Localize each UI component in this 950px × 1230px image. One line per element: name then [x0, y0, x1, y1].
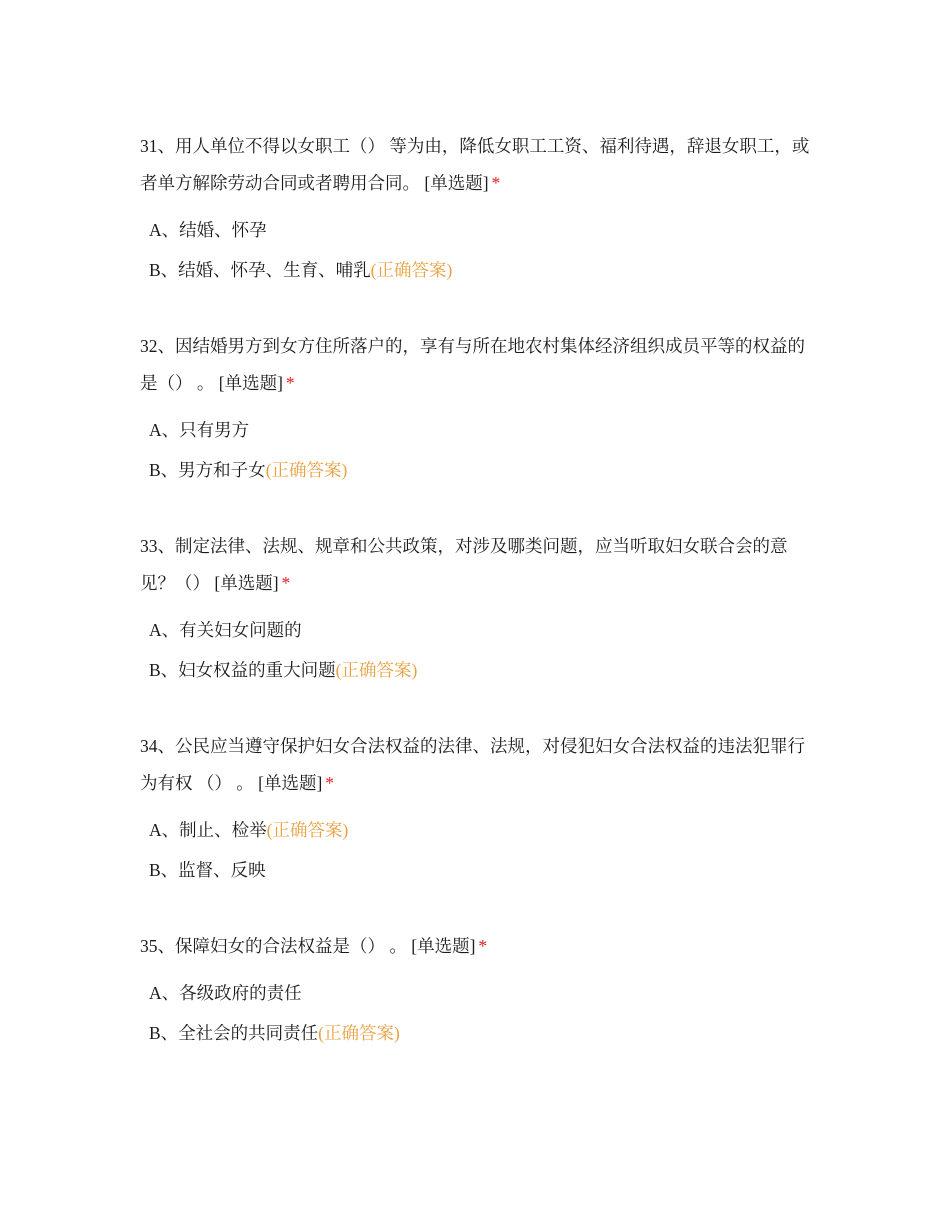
required-mark: *: [325, 773, 335, 793]
question-stem: 35、保障妇女的合法权益是（） 。: [140, 936, 407, 956]
question-type: [单选题]: [424, 173, 489, 193]
question-type: [单选题]: [258, 773, 323, 793]
option-label: A、结婚、怀孕: [149, 220, 267, 240]
option-b: [140, 650, 816, 690]
correct-answer-tag: (正确答案): [265, 460, 348, 480]
option-label: B、结婚、怀孕、生育、哺乳: [149, 260, 371, 280]
question-text: [140, 328, 816, 402]
question-33: [140, 528, 816, 690]
correct-answer-tag: (正确答案): [370, 260, 453, 280]
correct-answer-tag: (正确答案): [318, 1023, 400, 1043]
question-type: [单选题]: [411, 936, 476, 956]
option-a: [140, 973, 816, 1013]
question-text: [140, 928, 816, 965]
option-label: B、男方和子女: [149, 460, 266, 480]
option-label: B、全社会的共同责任: [149, 1023, 319, 1043]
option-a: [140, 410, 816, 450]
option-label: A、制止、检举: [149, 820, 267, 840]
option-label: B、妇女权益的重大问题: [149, 660, 336, 680]
question-34: [140, 728, 816, 890]
question-stem: 34、公民应当遵守保护妇女合法权益的法律、法规，对侵犯妇女合法权益的违法犯罪行为有权 （） 。: [140, 736, 805, 793]
option-b: [140, 1013, 816, 1053]
option-b: [140, 250, 816, 290]
question-stem: 32、因结婚男方到女方住所落户的，享有与所在地农村集体经济组织成员平等的权益的是（） 。: [140, 336, 805, 393]
question-text: [140, 528, 816, 602]
required-mark: *: [281, 573, 291, 593]
option-label: A、只有男方: [149, 420, 250, 440]
option-label: B、监督、反映: [149, 860, 266, 880]
correct-answer-tag: (正确答案): [335, 660, 418, 680]
question-type: [单选题]: [218, 373, 283, 393]
question-type: [单选题]: [214, 573, 279, 593]
question-32: [140, 328, 816, 490]
option-label: A、各级政府的责任: [149, 983, 302, 1003]
question-stem: 31、用人单位不得以女职工（） 等为由，降低女职工工资、福利待遇，辞退女职工，或者单方解除劳动合同或者聘用合同。: [140, 136, 810, 193]
question-35: [140, 928, 816, 1053]
option-a: [140, 610, 816, 650]
option-label: A、有关妇女问题的: [149, 620, 302, 640]
option-a: [140, 810, 816, 850]
question-text: [140, 128, 816, 202]
question-31: [140, 128, 816, 290]
required-mark: *: [491, 173, 501, 193]
required-mark: *: [478, 936, 488, 956]
option-a: [140, 210, 816, 250]
option-b: [140, 850, 816, 890]
correct-answer-tag: (正确答案): [266, 820, 349, 840]
required-mark: *: [285, 373, 295, 393]
question-stem: 33、制定法律、法规、规章和公共政策，对涉及哪类问题，应当听取妇女联合会的意见？（）: [140, 536, 788, 593]
option-b: [140, 450, 816, 490]
question-text: [140, 728, 816, 802]
